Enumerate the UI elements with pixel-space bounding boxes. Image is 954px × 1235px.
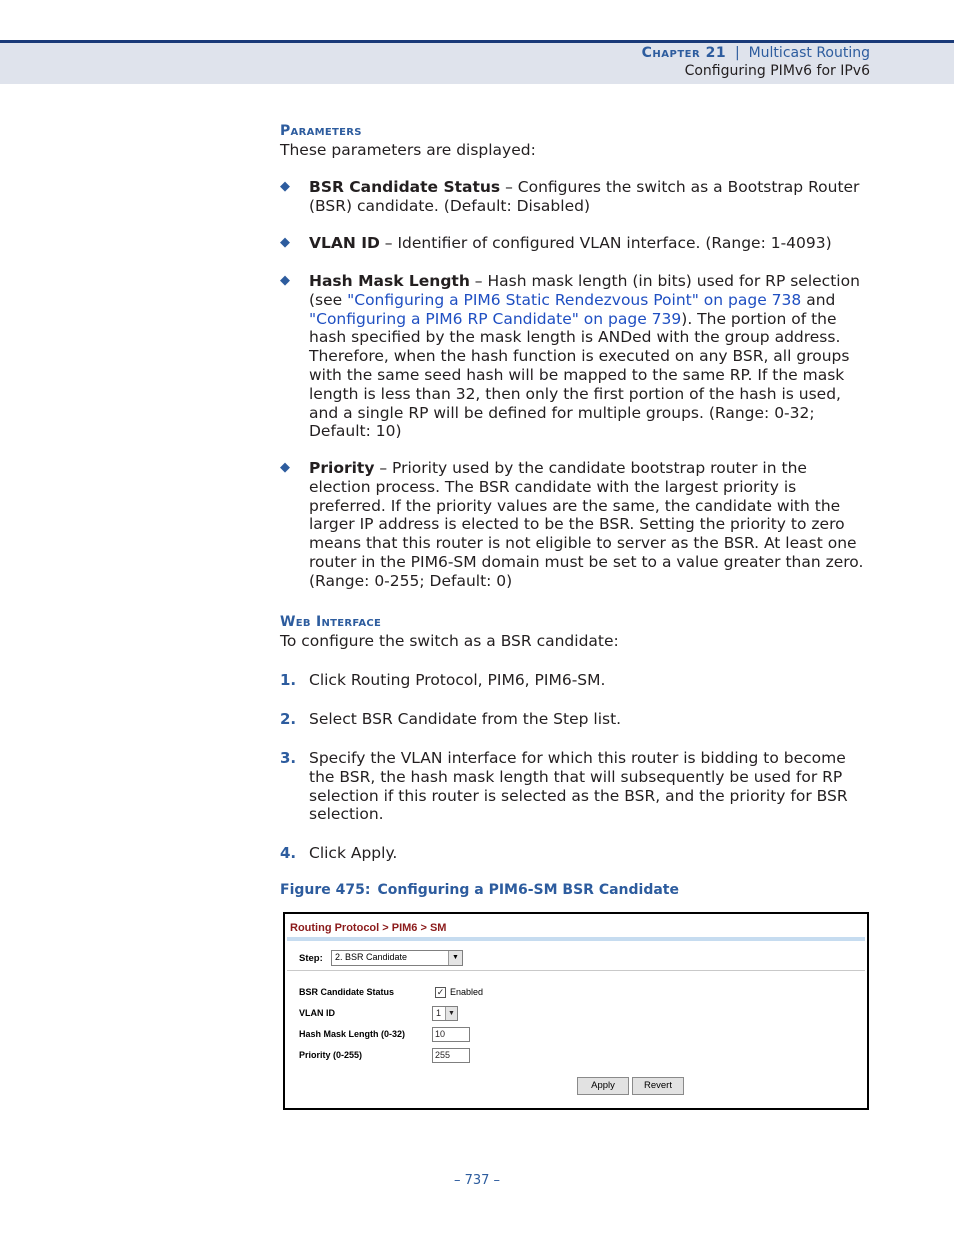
header-separator: | xyxy=(734,45,740,61)
link-static-rendezvous-point[interactable]: "Configuring a PIM6 Static Rendezvous Point" on page 738 xyxy=(347,290,802,309)
figure-caption-text: Configuring a PIM6-SM BSR Candidate xyxy=(377,882,679,898)
parameter-term: Hash Mask Length xyxy=(309,272,470,290)
step-text: Select BSR Candidate from the Step list. xyxy=(309,710,622,728)
priority-input[interactable] xyxy=(432,1048,470,1063)
step-item xyxy=(280,671,870,690)
step-item xyxy=(280,844,870,863)
figure-screenshot xyxy=(283,912,869,1110)
vlan-id-select[interactable] xyxy=(432,1006,458,1021)
hash-mask-length-input[interactable] xyxy=(432,1027,470,1042)
figure-label: Figure 475: xyxy=(280,882,371,898)
step-number: 3. xyxy=(280,749,297,767)
apply-button[interactable]: Apply xyxy=(577,1077,629,1095)
page-number: – 737 – xyxy=(453,1173,501,1188)
step-number: 2. xyxy=(280,710,297,728)
chapter-number: Chapter 21 xyxy=(641,45,727,61)
revert-button[interactable]: Revert xyxy=(632,1077,684,1095)
step-select-value: 2. BSR Candidate xyxy=(335,952,408,962)
bsr-status-checkbox[interactable] xyxy=(435,987,446,998)
web-interface-intro: To configure the switch as a BSR candidate: xyxy=(280,632,619,650)
parameter-description: – Identifier of configured VLAN interface. (Range: 1-4093) xyxy=(379,234,832,252)
vlan-id-value: 1 xyxy=(436,1008,442,1018)
parameter-item-bsr-status xyxy=(280,178,870,216)
link-rp-candidate[interactable]: "Configuring a PIM6 RP Candidate" on page 739 xyxy=(309,309,682,328)
step-number: 4. xyxy=(280,844,297,862)
chevron-down-icon[interactable]: ▼ xyxy=(448,951,462,965)
step-number: 1. xyxy=(280,671,297,689)
diamond-bullet-icon: ◆ xyxy=(280,273,290,288)
bsr-status-option-label: Enabled xyxy=(450,987,484,997)
parameter-item-vlan-id xyxy=(280,234,870,253)
step-text: Specify the VLAN interface for which this router is bidding to become the BSR, the hash mask length that will subsequently be used for RP selection if this router is selected as the BSR, and the priority for BSR selection. xyxy=(309,749,848,824)
step-label: Step: xyxy=(299,953,323,964)
parameter-item-priority xyxy=(280,459,870,591)
title-underline-bar xyxy=(287,937,865,941)
parameter-description: and xyxy=(801,290,836,309)
parameter-item-hash-mask-length xyxy=(280,272,870,441)
step-item xyxy=(280,749,870,824)
parameter-term: Priority xyxy=(309,459,375,477)
step-item xyxy=(280,710,870,729)
hash-mask-length-label: Hash Mask Length (0-32) xyxy=(299,1029,406,1039)
chevron-down-icon[interactable]: ▼ xyxy=(445,1007,457,1020)
figure-caption xyxy=(280,882,686,898)
step-text: Click Routing Protocol, PIM6, PIM6-SM. xyxy=(309,671,606,689)
parameter-description: – Priority used by the candidate bootstrap router in the election process. The BSR candidate with the largest priority is preferred. If the priority values are the same, the candidate with the larger IP address is elected to be the BSR. Setting the priority to zero means that this router is not eligible to server as the BSR. At least one router in the PIM6-SM domain must be set to a value greater than zero. (Range: 0-255; Default: 0) xyxy=(309,459,864,590)
chapter-title: Multicast Routing xyxy=(748,45,870,61)
parameters-intro: These parameters are displayed: xyxy=(280,141,536,159)
diamond-bullet-icon: ◆ xyxy=(280,460,290,475)
diamond-bullet-icon: ◆ xyxy=(280,235,290,250)
running-header-chapter xyxy=(642,45,870,61)
step-text: Click Apply. xyxy=(309,844,398,862)
priority-label: Priority (0-255) xyxy=(299,1050,363,1060)
diamond-bullet-icon: ◆ xyxy=(280,179,290,194)
step-select[interactable] xyxy=(331,950,463,966)
hash-mask-length-value: 10 xyxy=(435,1029,446,1039)
parameter-description: – Hash mask length (in bits) used for RP selection (see xyxy=(309,272,860,309)
running-header-section: Configuring PIMv6 for IPv6 xyxy=(684,63,870,79)
priority-value: 255 xyxy=(435,1050,451,1060)
form-divider xyxy=(287,970,865,971)
web-interface-heading: Web Interface xyxy=(280,614,382,630)
parameter-term: VLAN ID xyxy=(309,234,380,252)
vlan-id-label: VLAN ID xyxy=(299,1008,335,1018)
figure-page-title: Routing Protocol > PIM6 > SM xyxy=(290,922,447,934)
parameter-description: ). The portion of the hash specified by the mask length is ANDed with the group address. Therefore, when the hash function is executed on any BSR, all groups with the same seed hash will be mapped to the same RP. If the mask length is less than 32, then only the first portion of the hash is used, and a single RP will be defined for multiple groups. (Range: 0-32; Default: 10) xyxy=(309,309,850,441)
parameters-heading: Parameters xyxy=(280,123,362,139)
parameter-description: – Configures the switch as a Bootstrap Router (BSR) candidate. (Default: Disabled) xyxy=(309,178,860,215)
parameter-term: BSR Candidate Status xyxy=(309,178,501,196)
checkmark-icon: ✓ xyxy=(436,987,445,997)
bsr-status-label: BSR Candidate Status xyxy=(299,987,395,997)
